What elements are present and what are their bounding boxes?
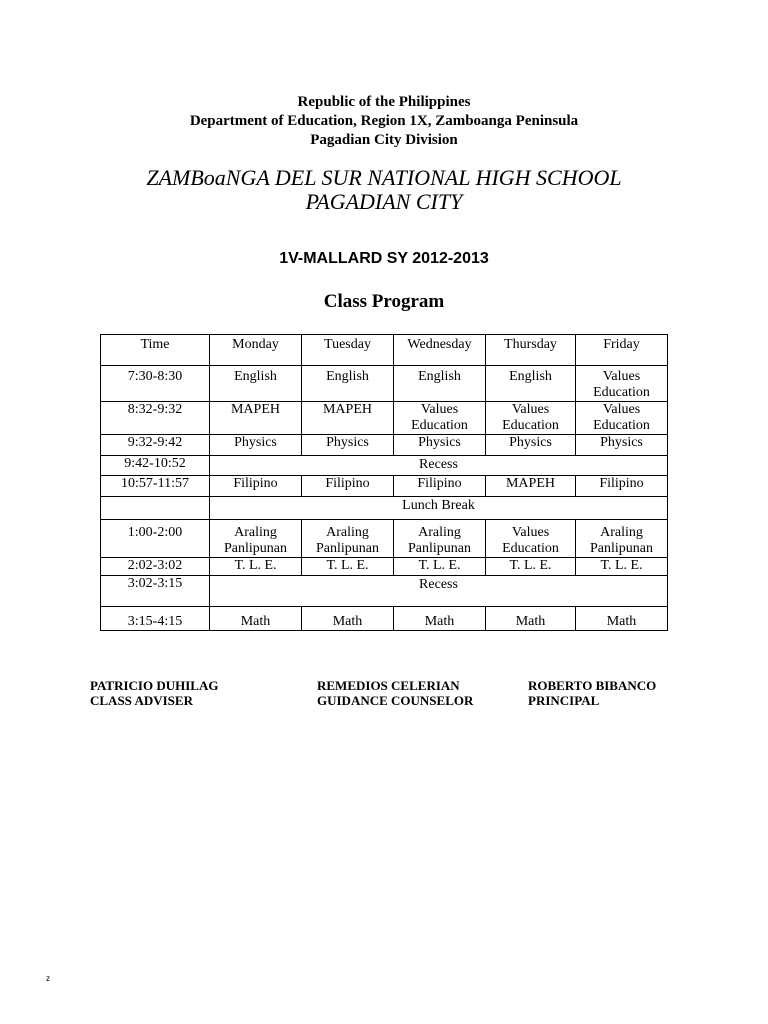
header-thursday: Thursday	[486, 335, 576, 366]
table-row	[101, 497, 668, 520]
subject-cell: T. L. E.	[302, 558, 394, 576]
time-cell: 7:30-8:30	[101, 366, 210, 402]
merged-cell: Recess	[210, 576, 668, 607]
table-row	[101, 520, 668, 558]
header-tuesday: Tuesday	[302, 335, 394, 366]
subject-cell: Physics	[210, 435, 302, 456]
subject-cell: Filipino	[394, 476, 486, 497]
table-row	[101, 558, 668, 576]
table-row	[101, 576, 668, 607]
time-cell: 8:32-9:32	[101, 402, 210, 435]
subject-cell: MAPEH	[210, 402, 302, 435]
header-time: Time	[101, 335, 210, 366]
time-cell: 9:42-10:52	[101, 456, 210, 476]
time-cell: 1:00-2:00	[101, 520, 210, 558]
table-header-row	[101, 335, 668, 366]
subject-cell: Math	[210, 607, 302, 631]
school-name: ZAMBoaNGA DEL SUR NATIONAL HIGH SCHOOL	[146, 165, 622, 190]
signatory-name: ROBERTO BIBANCO	[528, 678, 657, 693]
subject-cell: T. L. E.	[394, 558, 486, 576]
signatory-principal	[528, 678, 656, 708]
subject-cell: T. L. E.	[576, 558, 668, 576]
subject-cell: English	[486, 366, 576, 402]
footer-mark: z	[46, 974, 50, 983]
subject-cell: Math	[302, 607, 394, 631]
table-row	[101, 607, 668, 631]
subject-cell: Math	[394, 607, 486, 631]
header-department: Department of Education, Region 1X, Zamboanga Peninsula	[189, 113, 579, 129]
subject-cell: Filipino	[302, 476, 394, 497]
subject-cell: Araling Panlipunan	[394, 520, 486, 558]
subject-cell: T. L. E.	[486, 558, 576, 576]
table-row	[101, 366, 668, 402]
subject-cell: Values Education	[486, 402, 576, 435]
subject-cell: Math	[486, 607, 576, 631]
signatory-title: GUIDANCE COUNSELOR	[317, 693, 474, 708]
subject-cell: Values Education	[486, 520, 576, 558]
subject-cell: Math	[576, 607, 668, 631]
signatory-name: REMEDIOS CELERIAN	[317, 678, 460, 693]
header-monday: Monday	[210, 335, 302, 366]
time-cell: 9:32-9:42	[101, 435, 210, 456]
program-title: Class Program	[323, 291, 445, 312]
subject-cell: Physics	[394, 435, 486, 456]
table-row	[101, 402, 668, 435]
subject-cell: Araling Panlipunan	[210, 520, 302, 558]
time-cell: 3:15-4:15	[101, 607, 210, 631]
subject-cell: Physics	[302, 435, 394, 456]
table-row	[101, 435, 668, 456]
header-division: Pagadian City Division	[310, 132, 458, 148]
table-row	[101, 456, 668, 476]
class-schedule-table	[100, 334, 668, 631]
table-row	[101, 476, 668, 497]
signatory-adviser	[90, 678, 218, 708]
section-title: 1V-MALLARD SY 2012-2013	[279, 250, 489, 267]
time-cell: 2:02-3:02	[101, 558, 210, 576]
school-city: PAGADIAN CITY	[305, 189, 463, 214]
subject-cell: Filipino	[210, 476, 302, 497]
subject-cell: English	[210, 366, 302, 402]
signatory-title: PRINCIPAL	[528, 693, 600, 708]
merged-cell: Recess	[210, 456, 668, 476]
subject-cell: Araling Panlipunan	[302, 520, 394, 558]
merged-cell: Lunch Break	[210, 497, 668, 520]
signatory-title: CLASS ADVISER	[90, 693, 193, 708]
subject-cell: MAPEH	[486, 476, 576, 497]
signatory-name: PATRICIO DUHILAG	[90, 678, 219, 693]
subject-cell: Filipino	[576, 476, 668, 497]
subject-cell: Values Education	[576, 402, 668, 435]
subject-cell: Araling Panlipunan	[576, 520, 668, 558]
header-friday: Friday	[576, 335, 668, 366]
time-cell: 3:02-3:15	[101, 576, 210, 607]
subject-cell: Values Education	[576, 366, 668, 402]
signatory-counselor	[317, 678, 473, 708]
subject-cell: English	[394, 366, 486, 402]
subject-cell: Physics	[576, 435, 668, 456]
subject-cell: MAPEH	[302, 402, 394, 435]
header-wednesday: Wednesday	[394, 335, 486, 366]
time-cell	[101, 497, 210, 520]
header-republic: Republic of the Philippines	[297, 94, 471, 110]
subject-cell: T. L. E.	[210, 558, 302, 576]
subject-cell: Values Education	[394, 402, 486, 435]
subject-cell: Physics	[486, 435, 576, 456]
time-cell: 10:57-11:57	[101, 476, 210, 497]
subject-cell: English	[302, 366, 394, 402]
